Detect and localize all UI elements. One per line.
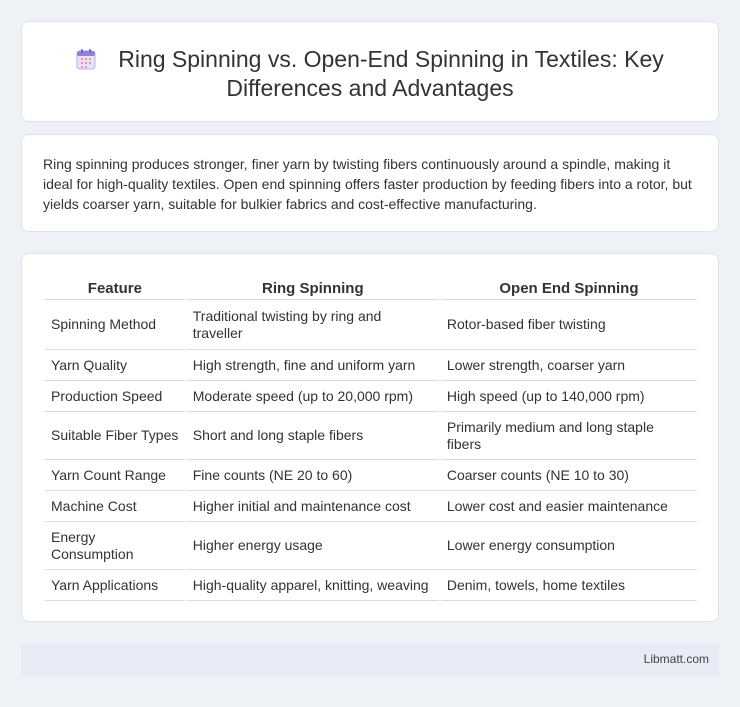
open-end-cell: High speed (up to 140,000 rpm) (441, 381, 697, 412)
title-card (21, 21, 719, 122)
footer-bar (21, 643, 719, 676)
header-open-end-spinning: Open End Spinning (441, 274, 697, 300)
ring-cell: Fine counts (NE 20 to 60) (187, 460, 439, 491)
ring-cell: Higher energy usage (187, 522, 439, 570)
feature-cell: Yarn Applications (45, 570, 185, 601)
ring-cell: Traditional twisting by ring and traveller (187, 300, 439, 350)
open-end-cell: Denim, towels, home textiles (441, 570, 697, 601)
open-end-cell: Primarily medium and long staple fibers (441, 412, 697, 460)
page-title-wrap (22, 45, 718, 103)
header-feature: Feature (45, 274, 185, 300)
feature-cell: Machine Cost (45, 491, 185, 522)
open-end-cell: Lower energy consumption (441, 522, 697, 570)
comparison-table (43, 274, 699, 601)
ring-cell: High-quality apparel, knitting, weaving (187, 570, 439, 601)
table-card (21, 253, 719, 622)
table-row (45, 522, 697, 570)
footer-brand: Libmatt.com (643, 652, 709, 666)
open-end-cell: Rotor-based fiber twisting (441, 300, 697, 350)
open-end-cell: Lower strength, coarser yarn (441, 350, 697, 381)
feature-cell: Yarn Count Range (45, 460, 185, 491)
open-end-cell: Lower cost and easier maintenance (441, 491, 697, 522)
table-row (45, 570, 697, 601)
page-title: Ring Spinning vs. Open-End Spinning in Textiles: Key Differences and Advantages (118, 46, 664, 101)
ring-cell: Short and long staple fibers (187, 412, 439, 460)
header-ring-spinning: Ring Spinning (187, 274, 439, 300)
feature-cell: Spinning Method (45, 300, 185, 350)
feature-cell: Production Speed (45, 381, 185, 412)
feature-cell: Yarn Quality (45, 350, 185, 381)
table-row (45, 350, 697, 381)
ring-cell: Moderate speed (up to 20,000 rpm) (187, 381, 439, 412)
calendar-icon (76, 48, 96, 70)
table-row (45, 460, 697, 491)
table-row (45, 412, 697, 460)
table-row (45, 300, 697, 350)
intro-paragraph: Ring spinning produces stronger, finer yarn by twisting fibers continuously around a spindle, making it ideal for high-quality textiles. Open end spinning offers faster production by feeding fibers into a rotor, but yields coarser yarn, suitable for bulkier fabrics and cost-effective manufacturing. (43, 156, 692, 212)
feature-cell: Suitable Fiber Types (45, 412, 185, 460)
ring-cell: High strength, fine and uniform yarn (187, 350, 439, 381)
feature-cell: Energy Consumption (45, 522, 185, 570)
open-end-cell: Coarser counts (NE 10 to 30) (441, 460, 697, 491)
intro-card (21, 134, 719, 232)
table-row (45, 381, 697, 412)
ring-cell: Higher initial and maintenance cost (187, 491, 439, 522)
table-header-row (45, 274, 697, 300)
table-row (45, 491, 697, 522)
